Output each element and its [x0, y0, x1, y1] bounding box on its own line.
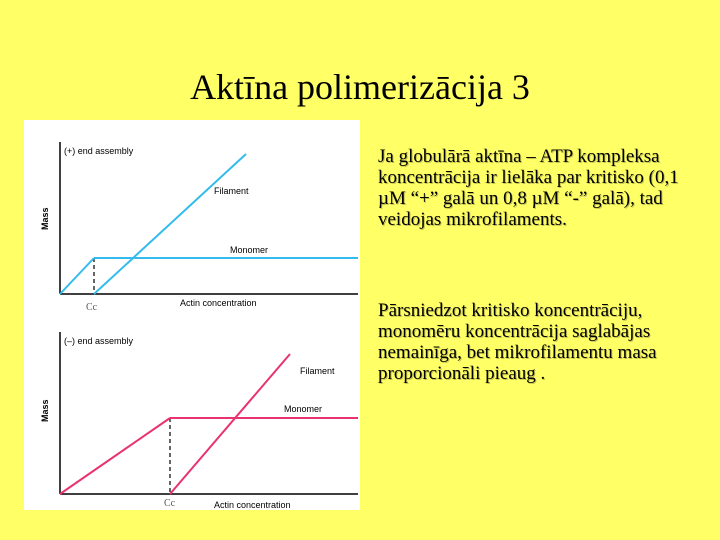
bottom-x-label: Actin concentration	[214, 500, 291, 510]
top-panel	[40, 142, 358, 313]
paragraph-filament-growth: Pārsniedzot kritisko koncentrāciju, monomēru koncentrācija saglabājas nemainīga, bet mikrofilamentu masa proporcionāli pieaug .	[378, 300, 657, 384]
actin-assembly-figure	[24, 120, 360, 510]
bottom-y-label: Mass	[40, 399, 50, 422]
bottom-monomer-rise	[60, 418, 170, 494]
top-y-label: Mass	[40, 207, 50, 230]
bottom-cc-label: Cc	[164, 498, 176, 509]
top-monomer-rise	[60, 258, 94, 294]
top-cc-label: Cc	[86, 302, 98, 313]
top-monomer-label: Monomer	[230, 245, 269, 255]
top-panel-heading: (+) end assembly	[64, 146, 134, 156]
assembly-diagram	[24, 120, 360, 510]
paragraph-critical-concentration: Ja globulārā aktīna – ATP kompleksa koncentrācija ir lielāka par kritisko (0,1 µM “+” galā un 0,8 µM “-” galā), tad veidojas mikrofilaments.	[378, 146, 679, 230]
bottom-panel-heading: (–) end assembly	[64, 336, 134, 346]
top-filament-label: Filament	[214, 186, 249, 196]
bottom-monomer-label: Monomer	[284, 404, 323, 414]
bottom-panel	[40, 332, 358, 510]
bottom-filament-label: Filament	[300, 366, 335, 376]
bottom-filament-line	[170, 354, 290, 494]
top-x-label: Actin concentration	[180, 298, 257, 308]
slide-title: Aktīna polimerizācija 3	[190, 67, 530, 107]
top-filament-line	[94, 154, 246, 294]
